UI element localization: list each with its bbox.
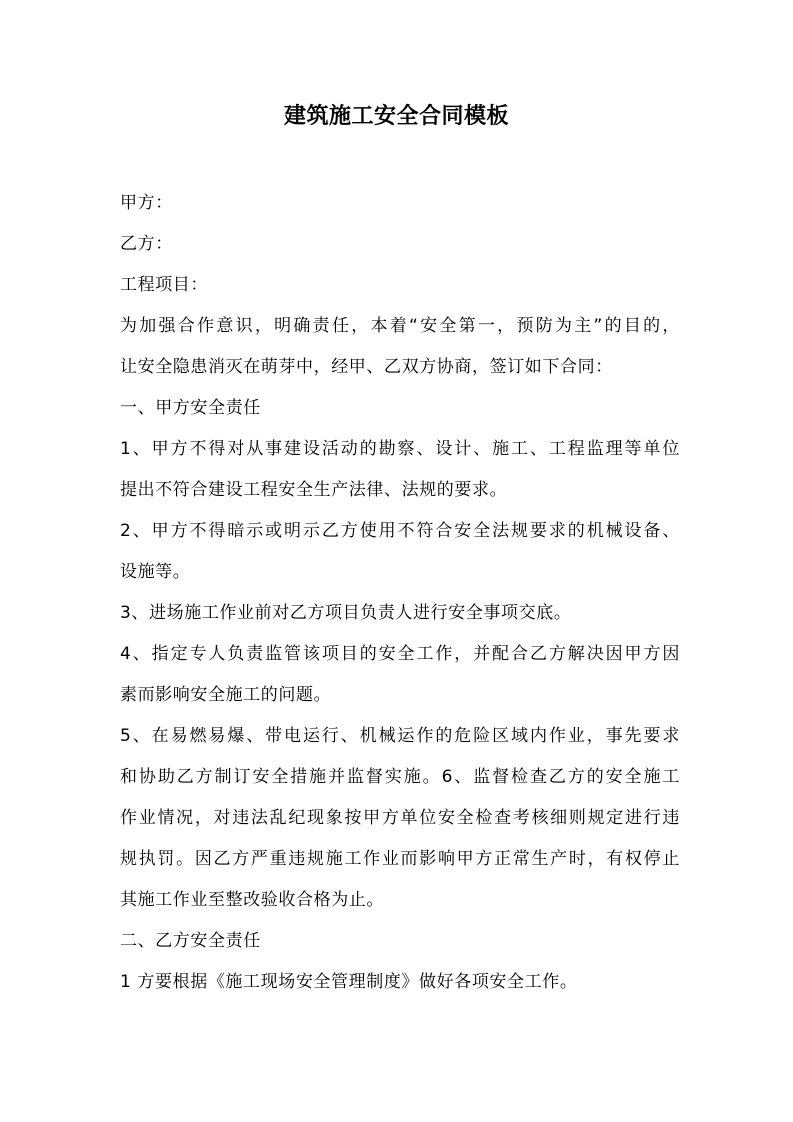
- paragraph-line: 规执罚。因乙方严重违规施工作业而影响甲方正常生产时，有权停止: [120, 849, 680, 869]
- section-heading: 一、甲方安全责任: [120, 398, 261, 418]
- paragraph-line: 作业情况，对违法乱纪现象按甲方单位安全检查考核细则规定进行违: [120, 808, 680, 828]
- document-body: [120, 183, 680, 1003]
- paragraph-line: 为加强合作意识，明确责任，本着“安全第一，预防为主”的目的，: [120, 316, 680, 336]
- project-line: 工程项目：: [120, 275, 208, 295]
- paragraph-line: 其施工作业至整改验收合格为止。: [120, 890, 384, 910]
- paragraph-line: 1、甲方不得对从事建设活动的勘察、设计、施工、工程监理等单位: [120, 439, 680, 459]
- paragraph-line: 5、在易燃易爆、带电运行、机械运作的危险区域内作业，事先要求: [120, 726, 680, 746]
- paragraph-line: 4、指定专人负责监管该项目的安全工作，并配合乙方解决因甲方因: [120, 644, 680, 664]
- paragraph-line: 素而影响安全施工的问题。: [120, 685, 332, 705]
- document-title: 建筑施工安全合同模板: [283, 104, 509, 129]
- paragraph-line: 1 方要根据《施工现场安全管理制度》做好各项安全工作。: [120, 972, 578, 992]
- paragraph-line: 设施等。: [120, 562, 191, 582]
- paragraph-line: 让安全隐患消灭在萌芽中，经甲、乙双方协商，签订如下合同：: [120, 357, 613, 377]
- paragraph-line: 2、甲方不得暗示或明示乙方使用不符合安全法规要求的机械设备、: [120, 521, 680, 541]
- paragraph-line: 提出不符合建设工程安全生产法律、法规的要求。: [120, 480, 508, 500]
- section-heading: 二、乙方安全责任: [120, 931, 261, 951]
- paragraph-line: 3、进场施工作业前对乙方项目负责人进行安全事项交底。: [120, 603, 572, 623]
- paragraph-line: 和协助乙方制订安全措施并监督实施。6、监督检查乙方的安全施工: [120, 767, 680, 787]
- party-a-line: 甲方：: [120, 193, 173, 213]
- party-b-line: 乙方：: [120, 234, 173, 254]
